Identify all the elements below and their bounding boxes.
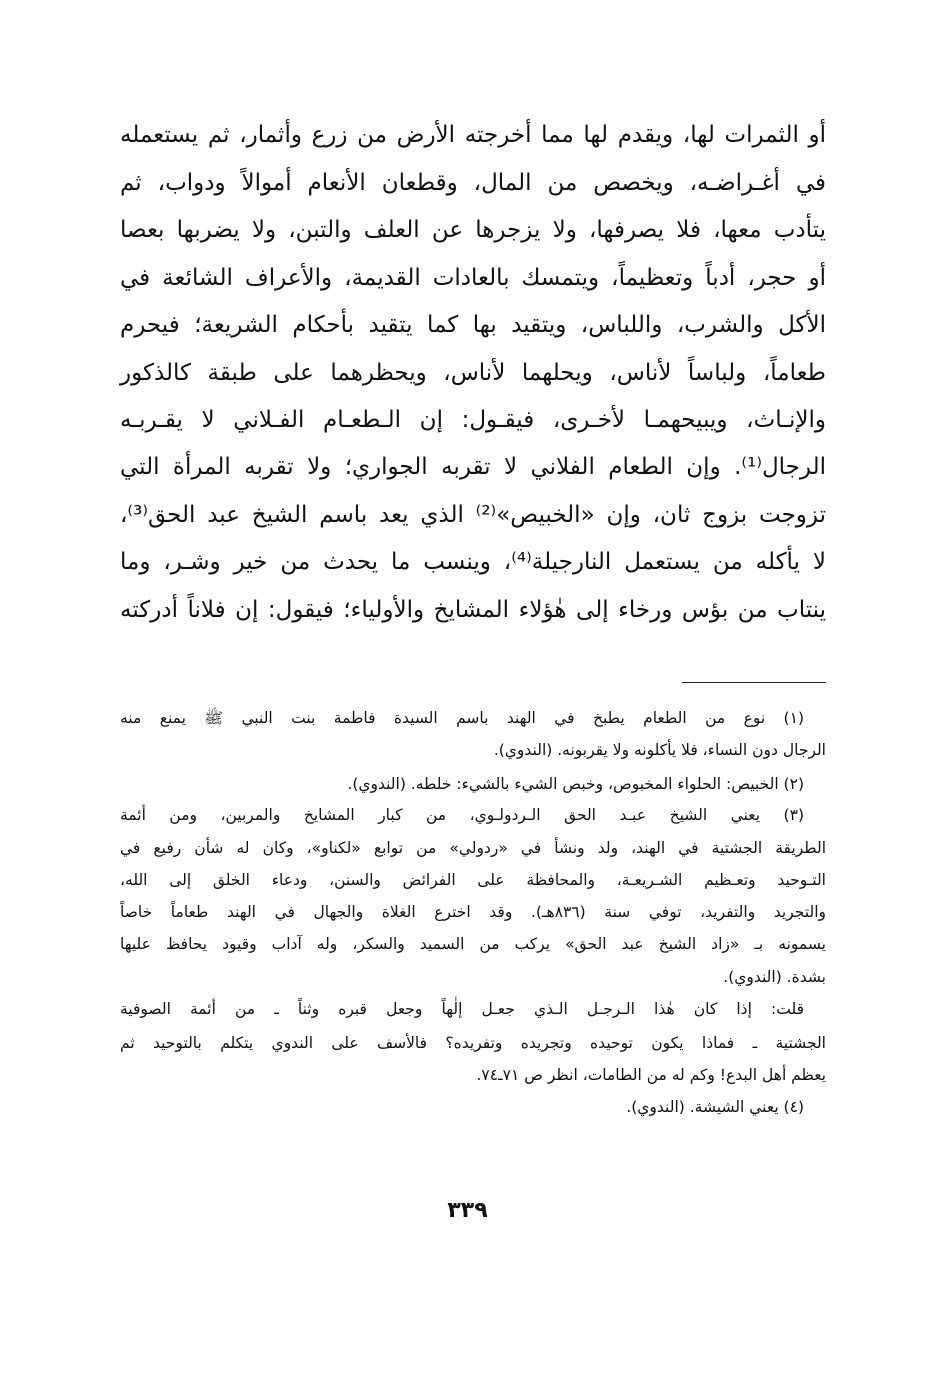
footnote-line: (١) نوع من الطعام يطبخ في الهند باسم السيدة فاطمة بنت النبي ﷺ يمنع منه	[120, 709, 804, 727]
body-line: يتأدب معها، فلا يصرفها، ولا يزجرها عن العلف والتبن، ولا يضربها بعصا	[120, 217, 826, 243]
footnote-line: الطريقة الجشتية في الهند، ولد ونشأ في «ردولي» من توابع «لكناو»، وكان له شأن رفيع في	[120, 839, 826, 857]
body-line: في أغـراضـه، ويخصص من المال، وقطعان الأنعام أموالاً ودواب، ثم	[120, 170, 826, 196]
footnote-line: (٢) الخبيص: الحلواء المخبوص، وخبص الشيء بالشيء: خلطه. (الندوي).	[347, 775, 804, 793]
footnote-line: والتجريد والتفريد، توفي سنة (٨٣٦هـ). وقد اخترع الغلاة والجهال في الهند طعاماً خاصاً	[120, 903, 826, 921]
body-line: أو الثمرات لها، ويقدم لها مما أخرجته الأرض من زرع وأثمار، ثم يستعمله	[120, 122, 826, 148]
body-line: لا يأكله من يستعمل النارجيلة⁽⁴⁾، وينسب ما يحدث من خير وشـر، وما	[120, 549, 826, 575]
footnote-line: الرجال دون النساء، فلا يأكلونه ولا يقربونه. (الندوي).	[493, 741, 826, 759]
footnote-line: (٤) يعني الشيشة. (الندوي).	[626, 1098, 804, 1116]
footnote-line: (٣) يعني الشيخ عبـد الحق الـردولـوي، من كبار المشايخ والمربين، ومن أئمة	[120, 806, 804, 824]
footnote-line: بشدة. (الندوي).	[723, 968, 826, 986]
body-line: ينتاب من بؤس ورخاء إلى هٰؤلاء المشايخ والأولياء؛ فيقول: إن فلاناً أدركته	[120, 597, 826, 623]
body-line: والإنـاث، ويبيحهمـا لأخـرى، فيقـول: إن الـطعـام الفـلاني لا يقـربـه	[120, 407, 826, 433]
footnote-line: قلت: إذا كان هٰذا الـرجـل الـذي جعـل إلٰهاً وجعل قبره وثناً ـ من أئمة الصوفية	[120, 1000, 804, 1018]
page-number: ٣٣٩	[447, 1198, 488, 1223]
footnote-separator	[682, 682, 826, 683]
footnote-line: الجشتية ـ فماذا يكون توحيده وتجريده وتفريده؟ فالأسف على الندوي يتكلم بالتوحيد ثم	[120, 1034, 826, 1052]
body-line: الأكل والشرب، واللباس، ويتقيد بها كما يتقيد بأحكام الشريعة؛ فيحرم	[120, 312, 826, 338]
body-line: الرجال⁽¹⁾. وإن الطعام الفلاني لا تقربه الجواري؛ ولا تقربه المرأة التي	[120, 454, 826, 480]
body-line: أو حجر، أدباً وتعظيماً، ويتمسك بالعادات القديمة، والأعراف الشائعة في	[120, 265, 826, 291]
body-line: طعاماً، ولباساً لأناس، ويحلهما لأناس، ويحظرهما على طبقة كالذكور	[120, 360, 826, 386]
body-line: تزوجت بزوج ثان، وإن «الخبيص»⁽²⁾ الذي يعد باسم الشيخ عبد الحق⁽³⁾،	[120, 502, 826, 528]
footnote-line: يسمونه بـ «زاد الشيخ عبد الحق» يركب من السميد والسكر، وله آداب وقيود يحافظ عليها	[120, 935, 826, 953]
footnote-line: التـوحيد وتعـظيم الشـريعـة، والمحافظة على الفرائض والسنن، ودعاء الخلق إلى الله،	[120, 871, 826, 889]
footnote-line: يعظم أهل البدع! وكم له من الطامات، انظر ص ٧١ـ٧٤.	[476, 1066, 826, 1084]
